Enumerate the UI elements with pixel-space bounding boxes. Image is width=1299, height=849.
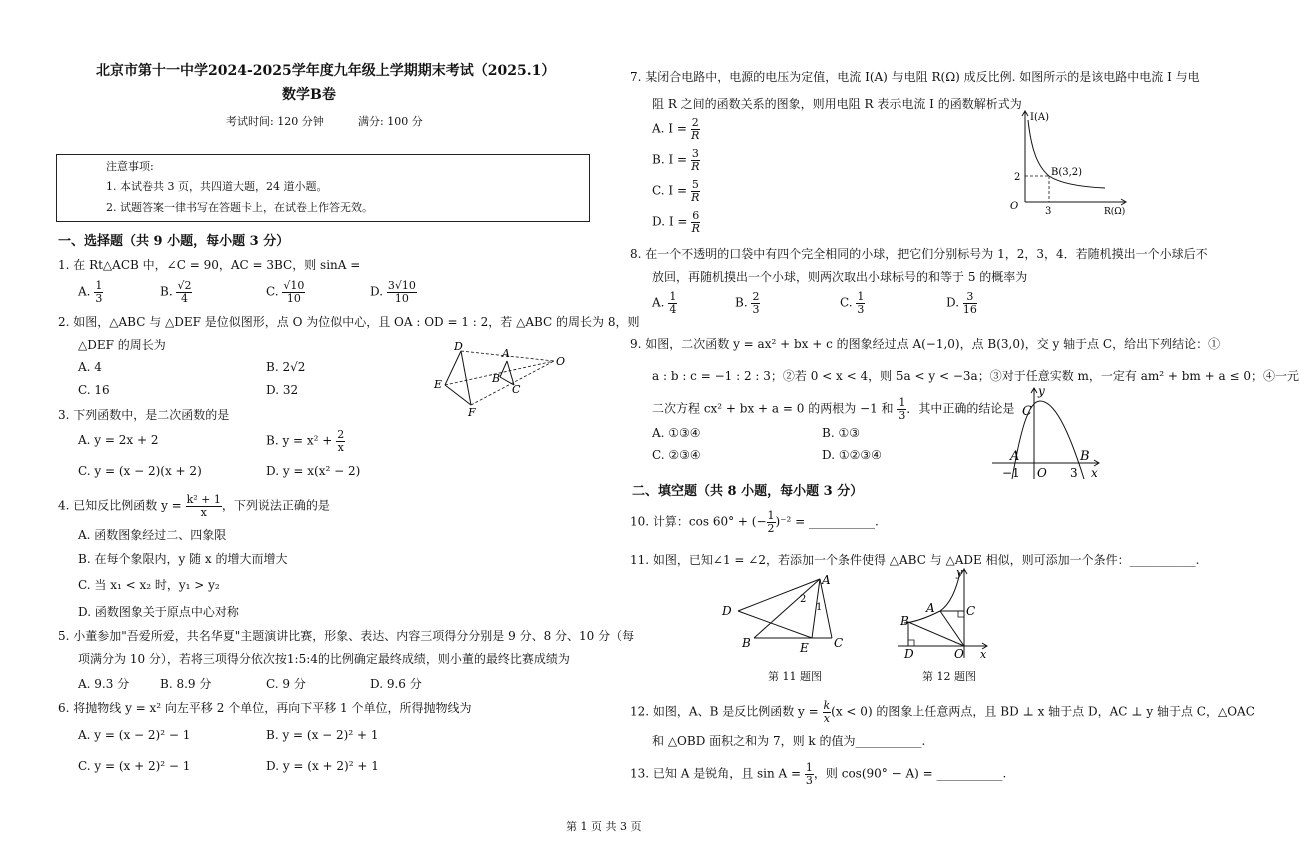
q4-option-c: C. 当 x₁ < x₂ 时，y₁ > y₂ bbox=[78, 578, 220, 592]
q1-option-b: B. $\frac{√2}{4}$ bbox=[160, 279, 192, 305]
q12-label-b: B bbox=[900, 614, 909, 628]
exam-title: 北京市第十一中学2024-2025学年度九年级上学期期末考试（2025.1） bbox=[96, 63, 556, 79]
q8-option-d: D. $\frac{3}{16}$ bbox=[946, 290, 977, 316]
q3-option-b: B. y = x² + $\frac{2}{x}$ bbox=[266, 428, 345, 454]
q9-label-y: y bbox=[1038, 384, 1045, 398]
q9-stem-line1: 9. 如图，二次函数 y = ax² + bx + c 的图象经过点 A(−1,0)，点 B(3,0)，交 y 轴于点 C，给出下列结论：① bbox=[630, 337, 1221, 351]
q9-stem-line2: a : b : c = −1 : 2 : 3；②若 0 < x < 4，则 5a < y < −3a；③对于任意实数 m，一定有 am² + bm + a ≤ 0；④一元 bbox=[652, 369, 1299, 383]
q11-label-e: E bbox=[800, 641, 809, 655]
q1-option-d: D. $\frac{3√10}{10}$ bbox=[370, 279, 416, 305]
q7-stem-line2: 阻 R 之间的函数关系的图象，则用电阻 R 表示电流 I 的函数解析式为 bbox=[652, 97, 1022, 111]
q2-label-o: O bbox=[556, 355, 566, 368]
q9-figure bbox=[990, 383, 1110, 481]
q9-origin: O bbox=[1037, 466, 1047, 480]
q4-option-a: A. 函数图象经过二、四象限 bbox=[78, 528, 227, 542]
q2-option-d: D. 32 bbox=[266, 383, 299, 397]
q2-label-d: D bbox=[454, 340, 463, 353]
section-1-title: 一、选择题（共 9 小题，每小题 3 分） bbox=[58, 234, 290, 249]
q9-label-x: x bbox=[1091, 466, 1098, 480]
q11-figure bbox=[720, 572, 860, 654]
q12-stem-line2: 和 △OBD 面积之和为 7，则 k 的值为___________. bbox=[652, 734, 926, 748]
q2-figure bbox=[430, 338, 580, 418]
q9-option-c: C. ②③④ bbox=[652, 448, 701, 462]
q7-x-axis-label: R(Ω) bbox=[1104, 207, 1126, 217]
q11-angle-2: 2 bbox=[800, 594, 807, 605]
q2-label-e: E bbox=[434, 378, 443, 391]
q12-stem-line1: 12. 如图，A、B 是反比例函数 y = $\frac{k}{x}$ (x < 0) 的图象上任意两点，且 BD ⊥ x 轴于点 D，AC ⊥ y 轴于点 C，△OAC bbox=[630, 699, 1255, 725]
q9-option-d: D. ①②③④ bbox=[822, 448, 882, 462]
q12-caption: 第 12 题图 bbox=[922, 670, 976, 683]
q11-stem: 11. 如图，已知∠1 = ∠2，若添加一个条件使得 △ABC 与 △ADE 相似，则可添加一个条件：___________. bbox=[630, 553, 1200, 567]
q12-label-o: O bbox=[954, 647, 964, 661]
notice-title: 注意事项: bbox=[106, 160, 154, 173]
q9-label-c: C bbox=[1022, 404, 1032, 419]
exam-time: 考试时间: 120 分钟 bbox=[226, 115, 324, 128]
q9-option-a: A. ①③④ bbox=[652, 426, 701, 440]
q5-stem-line2: 项满分为 10 分），若将三项得分依次按1:5:4的比例确定最终成绩，则小董的最终比赛成绩为 bbox=[78, 652, 570, 666]
q11-label-a: A bbox=[822, 573, 831, 587]
q2-label-c: C bbox=[512, 383, 521, 396]
q3-option-d: D. y = x(x² − 2) bbox=[266, 464, 361, 478]
exam-score: 满分: 100 分 bbox=[358, 115, 423, 128]
q1-stem: 1. 在 Rt△ACB 中，∠C = 90，AC = 3BC，则 sinA = bbox=[58, 258, 361, 272]
q5-option-c: C. 9 分 bbox=[266, 677, 306, 691]
q6-option-c: C. y = (x + 2)² − 1 bbox=[78, 759, 191, 773]
q11-label-c: C bbox=[834, 636, 844, 650]
exam-subtitle: 数学B卷 bbox=[282, 87, 336, 103]
q9-option-b: B. ①③ bbox=[822, 426, 860, 440]
q8-stem-line2: 放回，再随机摸出一个小球，则两次取出小球标号的和等于 5 的概率为 bbox=[652, 270, 1028, 284]
q11-label-d: D bbox=[722, 604, 732, 618]
q7-tick-2: 2 bbox=[1014, 172, 1021, 183]
q9-label-b: B bbox=[1080, 449, 1090, 464]
q7-option-d: D. I = $\frac{6}{R}$ bbox=[652, 209, 700, 235]
q7-y-axis-label: I(A) bbox=[1030, 112, 1049, 123]
notice-item-2: 2. 试题答案一律书写在答题卡上，在试卷上作答无效。 bbox=[106, 201, 373, 214]
q12-label-d: D bbox=[904, 647, 914, 661]
q7-option-b: B. I = $\frac{3}{R}$ bbox=[652, 147, 700, 173]
q2-stem-line1: 2. 如图，△ABC 与 △DEF 是位似图形，点 O 为位似中心，且 OA : OD = 1 : 2，若 △ABC 的周长为 8，则 bbox=[58, 315, 640, 329]
q7-figure bbox=[1005, 108, 1140, 216]
q9-label-a: A bbox=[1010, 449, 1020, 464]
q11-caption: 第 11 题图 bbox=[768, 670, 822, 683]
notice-item-1: 1. 本试卷共 3 页，共四道大题，24 道小题。 bbox=[106, 180, 328, 193]
q1-option-a: A. $\frac{1}{3}$ bbox=[78, 279, 103, 305]
q2-option-c: C. 16 bbox=[78, 383, 110, 397]
q7-tick-3: 3 bbox=[1045, 206, 1052, 217]
q4-option-d: D. 函数图象关于原点中心对称 bbox=[78, 605, 239, 619]
q12-label-x: x bbox=[980, 648, 987, 661]
q7-point-label: B(3,2) bbox=[1051, 167, 1083, 178]
q9-tick-3: 3 bbox=[1070, 466, 1078, 480]
q3-stem: 3. 下列函数中，是二次函数的是 bbox=[58, 408, 230, 422]
page-footer: 第 1 页 共 3 页 bbox=[566, 820, 642, 833]
q12-figure bbox=[896, 566, 992, 662]
q5-option-d: D. 9.6 分 bbox=[370, 677, 422, 691]
q12-label-y: y bbox=[956, 566, 963, 579]
q7-option-c: C. I = $\frac{5}{R}$ bbox=[652, 178, 700, 204]
q6-option-b: B. y = (x − 2)² + 1 bbox=[266, 728, 379, 742]
q8-stem-line1: 8. 在一个不透明的口袋中有四个完全相同的小球，把它们分别标号为 1，2，3，4．若随机摸出一个小球后不 bbox=[630, 247, 1208, 261]
q6-option-a: A. y = (x − 2)² − 1 bbox=[78, 728, 191, 742]
q5-option-a: A. 9.3 分 bbox=[78, 677, 130, 691]
q2-label-a: A bbox=[502, 347, 510, 360]
q11-label-b: B bbox=[742, 636, 751, 650]
q12-label-c: C bbox=[966, 604, 976, 618]
q5-stem-line1: 5. 小董参加"吾爱所爱，共名华夏"主题演讲比赛，形象、表达、内容三项得分分别是 9 分、8 分、10 分（每 bbox=[58, 629, 635, 643]
q8-option-c: C. $\frac{1}{3}$ bbox=[840, 290, 865, 316]
q11-angle-1: 1 bbox=[816, 602, 823, 613]
q2-label-f: F bbox=[468, 406, 476, 419]
q2-stem-line2: △DEF 的周长为 bbox=[78, 338, 166, 352]
q2-label-b: B bbox=[492, 372, 501, 385]
section-2-title: 二、填空题（共 8 小题，每小题 3 分） bbox=[632, 484, 864, 499]
q3-option-c: C. y = (x − 2)(x + 2) bbox=[78, 464, 202, 478]
q12-label-a: A bbox=[926, 601, 935, 615]
q9-tick-minus1: −1 bbox=[1002, 466, 1020, 480]
q7-option-a: A. I = $\frac{2}{R}$ bbox=[652, 116, 700, 142]
q3-option-a: A. y = 2x + 2 bbox=[78, 433, 159, 447]
q1-option-c: C. $\frac{√10}{10}$ bbox=[266, 279, 305, 305]
q7-stem-line1: 7. 某闭合电路中，电源的电压为定值，电流 I(A) 与电阻 R(Ω) 成反比例. 如图所示的是该电路中电流 I 与电 bbox=[630, 70, 1200, 84]
q6-option-d: D. y = (x + 2)² + 1 bbox=[266, 759, 379, 773]
q4-option-b: B. 在每个象限内，y 随 x 的增大而增大 bbox=[78, 552, 288, 566]
q5-option-b: B. 8.9 分 bbox=[160, 677, 212, 691]
q2-option-a: A. 4 bbox=[78, 360, 102, 374]
q4-stem: 4. 已知反比例函数 y = $\frac{\text{k² + 1}}{x}$ ，下列说法正确的是 bbox=[58, 493, 330, 519]
q7-origin: O bbox=[1010, 201, 1019, 212]
q10-stem: 10. 计算：cos 60° + (− $\frac{1}{2}$ )⁻² = ___________. bbox=[630, 509, 879, 535]
q9-stem-line3: 二次方程 cx² + bx + a = 0 的两根为 −1 和 $\frac{1}{3}$ ．其中正确的结论是 bbox=[652, 396, 1015, 422]
q8-option-a: A. $\frac{1}{4}$ bbox=[652, 290, 677, 316]
q8-option-b: B. $\frac{2}{3}$ bbox=[735, 290, 760, 316]
q2-option-b: B. 2√2 bbox=[266, 360, 306, 374]
q13-stem: 13. 已知 A 是锐角，且 sin A = $\frac{1}{3}$ ，则 cos(90° − A) = ___________. bbox=[630, 761, 1007, 787]
q6-stem: 6. 将抛物线 y = x² 向左平移 2 个单位，再向下平移 1 个单位，所得抛物线为 bbox=[58, 701, 472, 715]
